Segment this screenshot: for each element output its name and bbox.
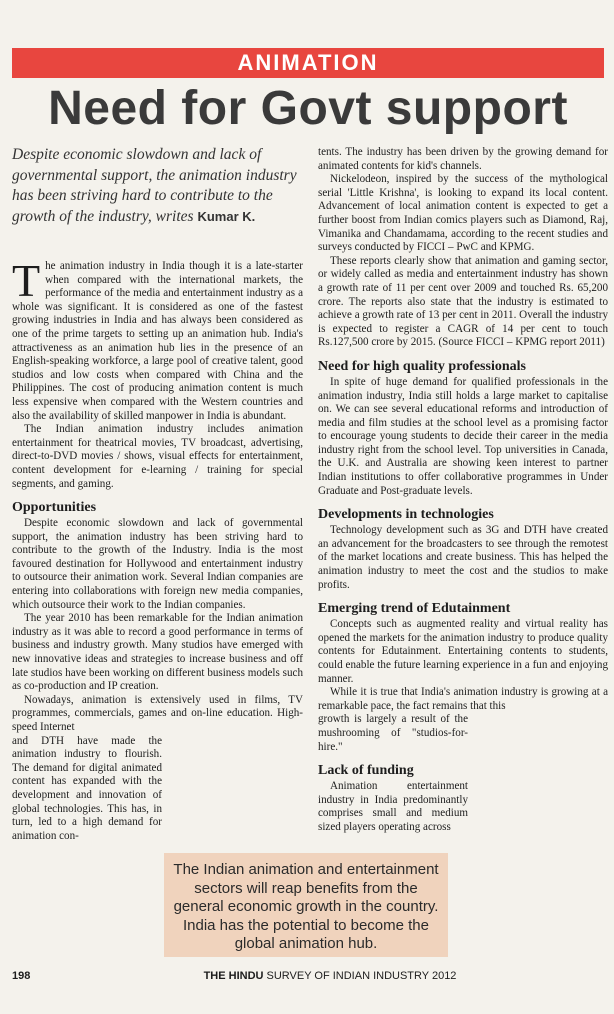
- headline: Need for Govt support: [48, 82, 568, 135]
- technology-heading: Developments in technologies: [318, 507, 494, 523]
- opportunities-paragraph-1: Despite economic slowdown and lack of governmental support, the animation industry has been striving hard to contribute to the growth of the Industry. India is the most favoured destination for Hollywood and entertainment industry to outsource their animation work. Several Indian companies are entering into collaborations with foreign new media companies, which outsource their work to the Indian companies.: [12, 517, 303, 611]
- right-paragraph-2: Nickelodeon, inspired by the success of the mythological serial 'Little Krishna', is looking to expand its local content. Advancement of local animation content is expected to get a further boost from Indian comics players such as Diamond, Raj, Vimanika and Chandamama, according to the recent studies and surveys conducted by FICCI – PwC and KPMG.: [318, 173, 608, 254]
- page-number: 198: [12, 970, 31, 982]
- standfirst: [12, 145, 298, 227]
- intro-paragraph-1: [12, 255, 303, 423]
- opportunities-paragraph-3a: Nowadays, animation is extensively used in films, TV programmes, commercials, games and on-line education. High-speed Internet: [12, 693, 303, 733]
- opportunities-heading: Opportunities: [12, 500, 97, 516]
- pull-quote: The Indian animation and entertainment sectors will reap benefits from the general economic growth in the country. India has the potential to become the global animation hub.: [164, 853, 448, 957]
- publication-title: SURVEY OF INDIAN INDUSTRY 2012: [263, 970, 457, 982]
- author-byline: Kumar K.: [197, 208, 256, 224]
- funding-paragraph: Animation entertainment industry in India predominantly comprises small and medium sized players operating across: [318, 780, 468, 833]
- edutainment-heading: Emerging trend of Edutainment: [318, 601, 511, 617]
- standfirst-text: Despite economic slowdown and lack of governmental support, the animation industry has been striving hard to contribute to the growth of the industry, writes: [12, 146, 297, 225]
- intro-paragraph-2: The Indian animation industry includes animation entertainment for theatrical movies, TV broadcast, advertising, direct-to-DVD movies / shows, visual effects for entertainment, content development for e-learning / training for special segments, and gaming.: [12, 423, 303, 490]
- edutainment-paragraph-2b: growth is largely a result of the mushrooming of "studios-for-hire.": [318, 713, 468, 753]
- funding-heading: Lack of funding: [318, 763, 414, 779]
- section-banner: ANIMATION: [12, 48, 604, 78]
- quality-heading: Need for high quality professionals: [318, 358, 526, 374]
- drop-cap: T: [12, 255, 41, 306]
- intro-p1-text: he animation industry in India though it is a late-starter when compared with the international markets, the performance of the media and entertainment industry as a whole was significant. It is considered as one of the fastest growing industries in India and has always been considered as one of the prime targets to setting up an animation hub. India's attractiveness as an animation hub lies in the presence of an English-speaking workforce, a large pool of creative talent, good studios and low costs when compared with China and the Philippines. The cost of producing animation content is much less expensive when compared with the Western countries and also the availability of skilled manpower in India is abundant.: [12, 260, 303, 422]
- quality-paragraph: In spite of huge demand for qualified professionals in the animation industry, India still holds a large market to capitalise on. We can see several educational reforms and introduction of media and film studies at the school level as a promising factor to encourage young students to decide their career in the media industry right from the school level. Top universities in Canada, the U.K. and Australia are showing keen interest to partner Indian institutions to offer collaborative programmes in Under Graduate and Post-graduate levels.: [318, 375, 608, 497]
- publication-footer: [200, 970, 460, 982]
- edutainment-paragraph-2a: While it is true that India's animation industry is growing at a remarkable pace, the fact remains that this: [318, 686, 608, 712]
- technology-paragraph: Technology development such as 3G and DTH have created an advancement for the broadcasters to see through the remotest of the market locations and create business. This has helped the animation industry to meet the cost and the studios to make profits.: [318, 524, 608, 591]
- edutainment-paragraph-1: Concepts such as augmented reality and virtual reality has opened the markets for the animation industry to produce quality contents for Edutainment. Entertaining contents to students, could enable the future learning experience in a fun and enjoying manner.: [318, 618, 608, 685]
- right-paragraph-3: These reports clearly show that animation and gaming sector, or widely called as media and entertainment industry has shown a growth rate of 11 per cent over 2009 and touched Rs. 65,200 crore. The reports also state that the industry is estimated to achieve a growth rate of 13 per cent in 2011. Overall the industry is expected to register a CAGR of 14 per cent to touch Rs.127,500 crore by 2015. (Source FICCI – KPMG report 2011): [318, 254, 608, 349]
- publication-name: THE HINDU: [203, 970, 264, 982]
- opportunities-paragraph-3b: and DTH have made the animation industry to flourish. The demand for digital animated content has expanded with the development and innovation of global technologies. This has, in turn, led to a high demand for animation con-: [12, 734, 162, 842]
- opportunities-paragraph-2: The year 2010 has been remarkable for the Indian animation industry as it was able to record a good performance in terms of business and industry growth. Many studios have emerged with new innovative ideas and strategies to increase business and off late studios have been working on different business models such as co-production and IP creation.: [12, 612, 303, 693]
- left-column: [12, 255, 303, 843]
- right-paragraph-1: tents. The industry has been driven by the growing demand for animated contents for kid's channels.: [318, 146, 608, 172]
- right-column: [318, 146, 608, 835]
